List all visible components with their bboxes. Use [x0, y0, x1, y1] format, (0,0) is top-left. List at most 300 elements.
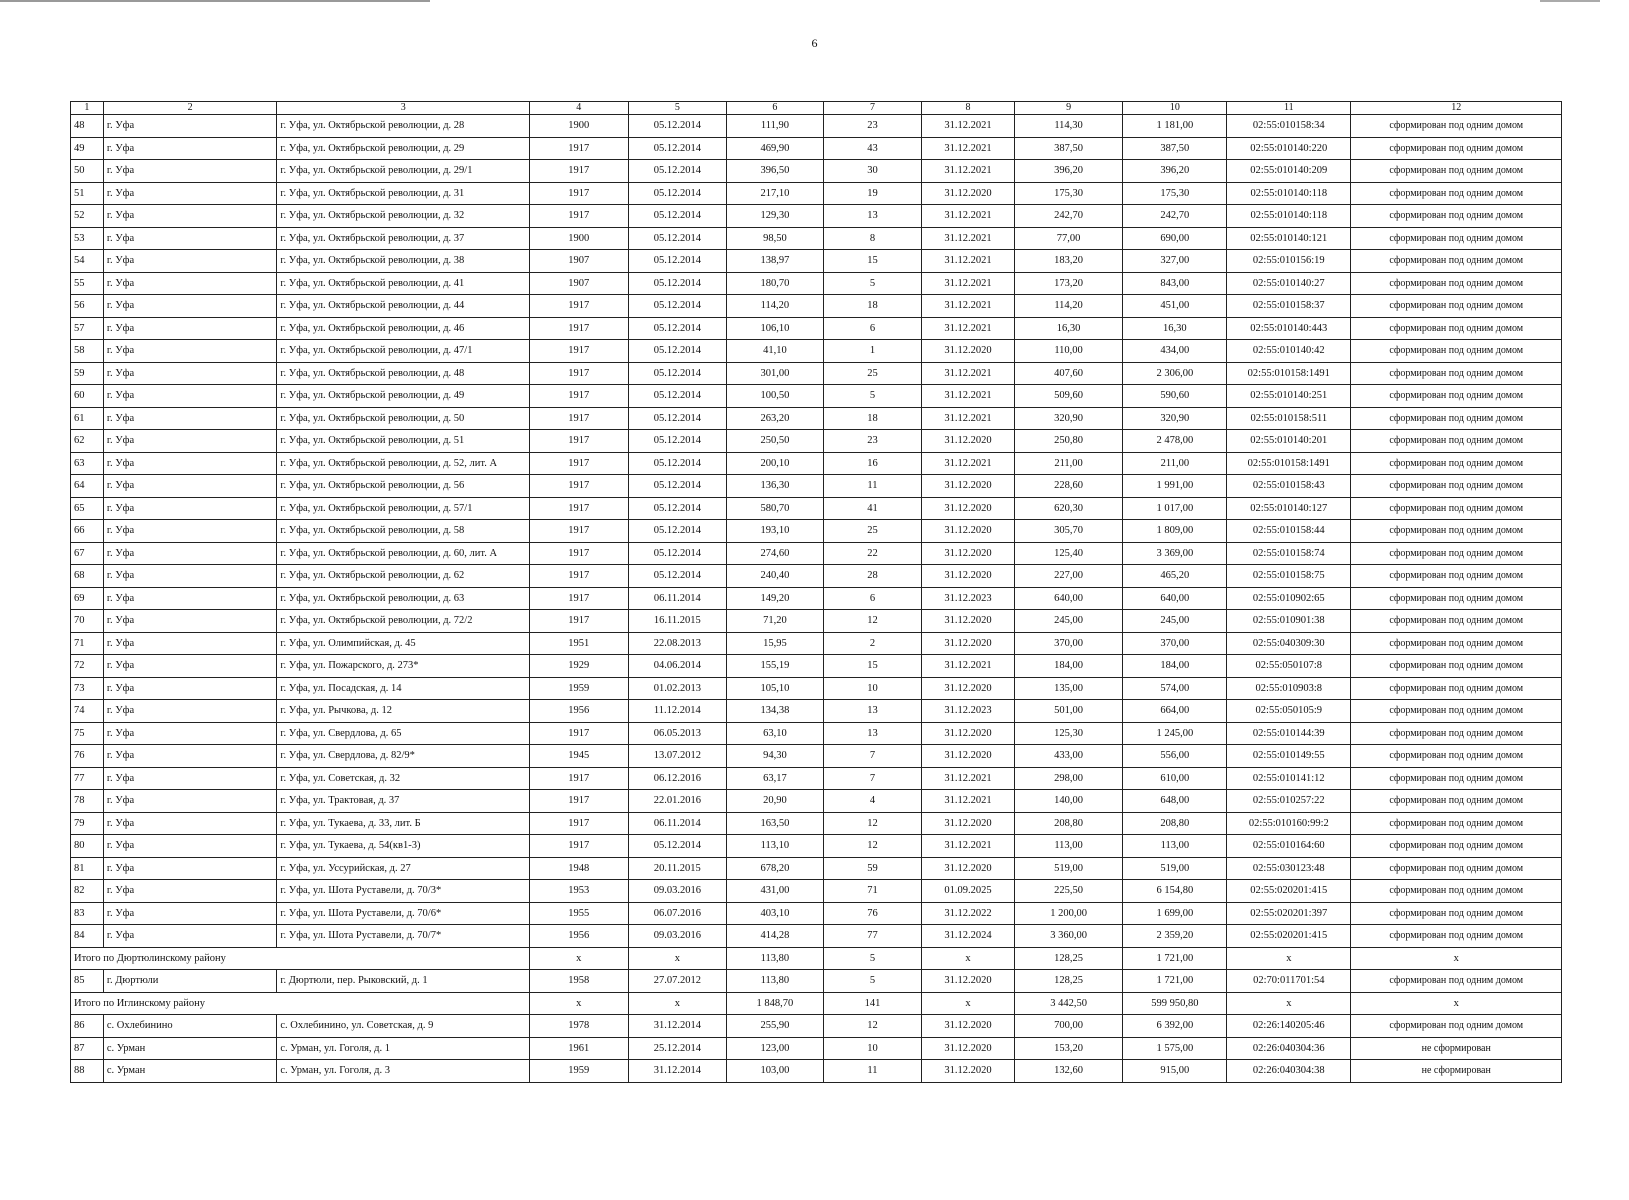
table-cell: 5 [823, 385, 922, 408]
table-cell: 250,50 [727, 430, 824, 453]
table-cell: 18 [823, 407, 922, 430]
table-cell: 200,10 [727, 452, 824, 475]
table-cell: 1945 [529, 745, 628, 768]
table-cell: 55 [71, 272, 104, 295]
table-cell: 1 699,00 [1123, 902, 1227, 925]
table-cell: 1951 [529, 632, 628, 655]
table-cell: 7 [823, 767, 922, 790]
table-cell: 6 392,00 [1123, 1015, 1227, 1038]
table-cell: г. Уфа [103, 902, 277, 925]
table-cell: 05.12.2014 [628, 385, 727, 408]
table-cell: 12 [823, 812, 922, 835]
table-cell: г. Уфа, ул. Октябрьской революции, д. 63 [277, 587, 530, 610]
table-cell: 114,20 [1014, 295, 1123, 318]
table-cell: 1917 [529, 407, 628, 430]
table-row [71, 970, 1562, 993]
table-cell: 135,00 [1014, 677, 1123, 700]
table-cell: 02:55:010901:38 [1227, 610, 1351, 633]
table-cell: с. Охлебинино, ул. Советская, д. 9 [277, 1015, 530, 1038]
table-cell: сформирован под одним домом [1351, 790, 1562, 813]
page-number: 6 [811, 36, 818, 50]
table-cell: 63 [71, 452, 104, 475]
table-cell: 1929 [529, 655, 628, 678]
table-cell: 11 [823, 1060, 922, 1083]
table-cell: 301,00 [727, 362, 824, 385]
table-cell: 86 [71, 1015, 104, 1038]
table-cell: 77 [71, 767, 104, 790]
table-cell: 1917 [529, 137, 628, 160]
table-cell: сформирован под одним домом [1351, 137, 1562, 160]
table-cell: 31.12.2020 [922, 677, 1014, 700]
table-cell: 02:55:010902:65 [1227, 587, 1351, 610]
table-row [71, 1015, 1562, 1038]
table-cell: 31.12.2021 [922, 295, 1014, 318]
column-header: 7 [823, 102, 922, 115]
table-cell: 02:55:010158:511 [1227, 407, 1351, 430]
table-cell: 1917 [529, 295, 628, 318]
table-cell: г. Уфа [103, 835, 277, 858]
table-cell: 175,30 [1014, 182, 1123, 205]
table-cell: 648,00 [1123, 790, 1227, 813]
table-cell: 02:55:010158:34 [1227, 115, 1351, 138]
table-cell: сформирован под одним домом [1351, 497, 1562, 520]
table-cell: 31.12.2020 [922, 182, 1014, 205]
table-cell: 06.11.2014 [628, 812, 727, 835]
table-cell: 208,80 [1123, 812, 1227, 835]
table-cell: 10 [823, 1037, 922, 1060]
table-cell: 1 181,00 [1123, 115, 1227, 138]
table-cell: 31.12.2020 [922, 970, 1014, 993]
table-cell: 57 [71, 317, 104, 340]
table-cell: 02:55:010140:443 [1227, 317, 1351, 340]
table-cell: г. Уфа, ул. Трактовая, д. 37 [277, 790, 530, 813]
table-cell: 1917 [529, 182, 628, 205]
table-cell: г. Уфа [103, 857, 277, 880]
table-row [71, 835, 1562, 858]
table-cell: 1961 [529, 1037, 628, 1060]
table-cell: 31.12.2021 [922, 317, 1014, 340]
table-cell: сформирован под одним домом [1351, 880, 1562, 903]
table-row [71, 475, 1562, 498]
table-cell: г. Уфа [103, 587, 277, 610]
subtotal-cell: x [922, 992, 1014, 1015]
table-cell: 193,10 [727, 520, 824, 543]
table-cell: сформирован под одним домом [1351, 565, 1562, 588]
table-cell: 41 [823, 497, 922, 520]
table-cell: сформирован под одним домом [1351, 430, 1562, 453]
table-cell: 1959 [529, 1060, 628, 1083]
table-cell: 65 [71, 497, 104, 520]
table-cell: г. Уфа [103, 610, 277, 633]
table-cell: 113,10 [727, 835, 824, 858]
table-cell: 128,25 [1014, 970, 1123, 993]
table-cell: сформирован под одним домом [1351, 925, 1562, 948]
table-cell: г. Уфа, ул. Октябрьской революции, д. 57/1 [277, 497, 530, 520]
subtotal-cell: x [1227, 947, 1351, 970]
table-cell: г. Уфа, ул. Октябрьской революции, д. 46 [277, 317, 530, 340]
table-cell: 140,00 [1014, 790, 1123, 813]
table-cell: 1 245,00 [1123, 722, 1227, 745]
table-cell: г. Уфа, ул. Октябрьской революции, д. 29/1 [277, 160, 530, 183]
table-cell: 69 [71, 587, 104, 610]
table-row [71, 880, 1562, 903]
table-cell: с. Урман [103, 1060, 277, 1083]
table-cell: с. Урман [103, 1037, 277, 1060]
table-cell: 1 [823, 340, 922, 363]
table-cell: 700,00 [1014, 1015, 1123, 1038]
table-cell: 15 [823, 250, 922, 273]
table-cell: 1917 [529, 340, 628, 363]
table-cell: сформирован под одним домом [1351, 722, 1562, 745]
table-cell: 305,70 [1014, 520, 1123, 543]
table-cell: 574,00 [1123, 677, 1227, 700]
table-cell: 31.12.2020 [922, 497, 1014, 520]
table-cell: 20.11.2015 [628, 857, 727, 880]
table-cell: г. Уфа, ул. Октябрьской революции, д. 38 [277, 250, 530, 273]
table-cell: сформирован под одним домом [1351, 317, 1562, 340]
table-cell: 387,50 [1014, 137, 1123, 160]
table-cell: 02:55:020201:397 [1227, 902, 1351, 925]
table-cell: 31.12.2020 [922, 542, 1014, 565]
table-cell: 31.12.2020 [922, 632, 1014, 655]
table-cell: 02:70:011701:54 [1227, 970, 1351, 993]
table-cell: 70 [71, 610, 104, 633]
table-cell: 100,50 [727, 385, 824, 408]
table-cell: 31.12.2021 [922, 407, 1014, 430]
table-cell: 74 [71, 700, 104, 723]
table-cell: 23 [823, 115, 922, 138]
table-cell: 16,30 [1123, 317, 1227, 340]
table-cell: 31.12.2021 [922, 362, 1014, 385]
table-body [71, 115, 1562, 1083]
table-row [71, 587, 1562, 610]
table-cell: 05.12.2014 [628, 475, 727, 498]
table-cell: 71 [71, 632, 104, 655]
table-cell: 04.06.2014 [628, 655, 727, 678]
table-row [71, 655, 1562, 678]
table-cell: 31.12.2020 [922, 565, 1014, 588]
table-cell: 125,30 [1014, 722, 1123, 745]
table-cell: 31.12.2020 [922, 340, 1014, 363]
table-cell: 1958 [529, 970, 628, 993]
table-cell: сформирован под одним домом [1351, 812, 1562, 835]
table-cell: 71 [823, 880, 922, 903]
table-cell: 02:55:010158:1491 [1227, 362, 1351, 385]
table-cell: г. Уфа [103, 362, 277, 385]
table-cell: 05.12.2014 [628, 295, 727, 318]
table-cell: 175,30 [1123, 182, 1227, 205]
table-cell: г. Уфа [103, 677, 277, 700]
table-cell: г. Уфа [103, 295, 277, 318]
table-cell: 80 [71, 835, 104, 858]
table-row [71, 385, 1562, 408]
table-cell: 31.12.2021 [922, 227, 1014, 250]
subtotal-cell: 599 950,80 [1123, 992, 1227, 1015]
table-cell: г. Уфа, ул. Октябрьской революции, д. 60, лит. А [277, 542, 530, 565]
table-cell: 64 [71, 475, 104, 498]
table-cell: 31.12.2021 [922, 790, 1014, 813]
table-cell: 274,60 [727, 542, 824, 565]
table-cell: 1917 [529, 205, 628, 228]
table-row [71, 902, 1562, 925]
table-cell: 68 [71, 565, 104, 588]
table-cell: г. Уфа [103, 385, 277, 408]
table-cell: 02:55:010144:39 [1227, 722, 1351, 745]
table-cell: сформирован под одним домом [1351, 835, 1562, 858]
table-cell: 22.01.2016 [628, 790, 727, 813]
table-cell: 13.07.2012 [628, 745, 727, 768]
table-cell: 1 721,00 [1123, 970, 1227, 993]
table-cell: 84 [71, 925, 104, 948]
table-cell: г. Уфа [103, 475, 277, 498]
table-cell: 02:26:140205:46 [1227, 1015, 1351, 1038]
table-cell: сформирован под одним домом [1351, 452, 1562, 475]
table-cell: г. Уфа, ул. Октябрьской революции, д. 52, лит. А [277, 452, 530, 475]
table-cell: 05.12.2014 [628, 182, 727, 205]
table-cell: 02:26:040304:36 [1227, 1037, 1351, 1060]
table-cell: 25 [823, 520, 922, 543]
table-cell: г. Уфа [103, 497, 277, 520]
table-cell: 4 [823, 790, 922, 813]
table-cell: 255,90 [727, 1015, 824, 1038]
table-cell: 1907 [529, 250, 628, 273]
table-cell: 1917 [529, 835, 628, 858]
table-row [71, 497, 1562, 520]
table-cell: 320,90 [1014, 407, 1123, 430]
table-cell: 370,00 [1123, 632, 1227, 655]
table-cell: 1955 [529, 902, 628, 925]
table-row [71, 1060, 1562, 1083]
subtotal-label: Итого по Дюртюлинскому району [71, 947, 530, 970]
table-cell: г. Уфа, ул. Октябрьской революции, д. 37 [277, 227, 530, 250]
table-cell: 02:55:020201:415 [1227, 880, 1351, 903]
table-cell: 125,40 [1014, 542, 1123, 565]
table-row [71, 115, 1562, 138]
table-cell: 31.12.2020 [922, 610, 1014, 633]
table-cell: г. Уфа [103, 317, 277, 340]
table-cell: г. Уфа, ул. Шота Руставели, д. 70/6* [277, 902, 530, 925]
table-cell: г. Уфа, ул. Октябрьской революции, д. 62 [277, 565, 530, 588]
table-cell: 1907 [529, 272, 628, 295]
table-cell: г. Уфа, ул. Пожарского, д. 273* [277, 655, 530, 678]
table-cell: 620,30 [1014, 497, 1123, 520]
table-cell: 05.12.2014 [628, 430, 727, 453]
table-cell: г. Уфа [103, 722, 277, 745]
table-cell: 31.12.2021 [922, 205, 1014, 228]
table-cell: г. Уфа, ул. Октябрьской революции, д. 48 [277, 362, 530, 385]
table-row [71, 340, 1562, 363]
table-cell: г. Уфа [103, 565, 277, 588]
table-cell: 8 [823, 227, 922, 250]
table-row [71, 677, 1562, 700]
table-cell: 610,00 [1123, 767, 1227, 790]
column-header: 3 [277, 102, 530, 115]
table-cell: г. Уфа [103, 925, 277, 948]
table-cell: г. Уфа [103, 115, 277, 138]
table-cell: г. Уфа, ул. Октябрьской революции, д. 56 [277, 475, 530, 498]
table-cell: 11.12.2014 [628, 700, 727, 723]
table-cell: 465,20 [1123, 565, 1227, 588]
table-row [71, 362, 1562, 385]
table-cell: 31.12.2021 [922, 160, 1014, 183]
subtotal-row [71, 947, 1562, 970]
table-cell: 7 [823, 745, 922, 768]
table-cell: 180,70 [727, 272, 824, 295]
table-cell: 245,00 [1123, 610, 1227, 633]
table-cell: 184,00 [1014, 655, 1123, 678]
table-cell: 519,00 [1014, 857, 1123, 880]
table-row [71, 430, 1562, 453]
table-cell: 51 [71, 182, 104, 205]
table-cell: сформирован под одним домом [1351, 767, 1562, 790]
table-cell: г. Уфа, ул. Октябрьской революции, д. 49 [277, 385, 530, 408]
column-header: 12 [1351, 102, 1562, 115]
table-cell: с. Урман, ул. Гоголя, д. 3 [277, 1060, 530, 1083]
table-cell: 370,00 [1014, 632, 1123, 655]
table-cell: 02:55:010140:127 [1227, 497, 1351, 520]
table-row [71, 722, 1562, 745]
table-row [71, 925, 1562, 948]
table-cell: 31.12.2020 [922, 430, 1014, 453]
table-cell: 1917 [529, 610, 628, 633]
table-cell: 31.12.2021 [922, 385, 1014, 408]
table-cell: 23 [823, 430, 922, 453]
subtotal-cell: 113,80 [727, 947, 824, 970]
table-cell: 05.12.2014 [628, 227, 727, 250]
table-cell: 66 [71, 520, 104, 543]
table-cell: 2 478,00 [1123, 430, 1227, 453]
subtotal-cell: x [628, 992, 727, 1015]
table-row [71, 700, 1562, 723]
table-cell: г. Уфа [103, 430, 277, 453]
table-cell: 28 [823, 565, 922, 588]
table-cell: 1956 [529, 700, 628, 723]
subtotal-cell: x [529, 947, 628, 970]
table-cell: 58 [71, 340, 104, 363]
table-row [71, 857, 1562, 880]
table-cell: 09.03.2016 [628, 925, 727, 948]
table-row [71, 542, 1562, 565]
table-cell: 31.12.2020 [922, 475, 1014, 498]
table-cell: сформирован под одним домом [1351, 272, 1562, 295]
table-cell: 79 [71, 812, 104, 835]
table-cell: 227,00 [1014, 565, 1123, 588]
table-cell: 250,80 [1014, 430, 1123, 453]
table-cell: 31.12.2020 [922, 745, 1014, 768]
table-cell: 1917 [529, 362, 628, 385]
table-cell: 31.12.2021 [922, 452, 1014, 475]
subtotal-cell: 1 721,00 [1123, 947, 1227, 970]
table-cell: 387,50 [1123, 137, 1227, 160]
table-cell: сформирован под одним домом [1351, 407, 1562, 430]
subtotal-row [71, 992, 1562, 1015]
table-cell: 843,00 [1123, 272, 1227, 295]
table-cell: сформирован под одним домом [1351, 632, 1562, 655]
table-cell: 103,00 [727, 1060, 824, 1083]
table-cell: 48 [71, 115, 104, 138]
table-cell: 1917 [529, 767, 628, 790]
housing-register-table [70, 101, 1562, 1083]
subtotal-cell: x [1351, 947, 1562, 970]
table-cell: 208,80 [1014, 812, 1123, 835]
subtotal-cell: 128,25 [1014, 947, 1123, 970]
table-cell: 298,00 [1014, 767, 1123, 790]
table-cell: 225,50 [1014, 880, 1123, 903]
table-cell: с. Урман, ул. Гоголя, д. 1 [277, 1037, 530, 1060]
table-cell: 396,50 [727, 160, 824, 183]
table-cell: г. Уфа [103, 340, 277, 363]
table-cell: 12 [823, 610, 922, 633]
table-cell: 129,30 [727, 205, 824, 228]
table-cell: 05.12.2014 [628, 137, 727, 160]
table-cell: 451,00 [1123, 295, 1227, 318]
table-cell: 83 [71, 902, 104, 925]
table-cell: 433,00 [1014, 745, 1123, 768]
table-cell: г. Уфа, ул. Октябрьской революции, д. 28 [277, 115, 530, 138]
table-cell: 01.02.2013 [628, 677, 727, 700]
table-cell: 05.12.2014 [628, 497, 727, 520]
table-cell: 05.12.2014 [628, 115, 727, 138]
table-cell: 31.12.2022 [922, 902, 1014, 925]
table-cell: 02:55:050105:9 [1227, 700, 1351, 723]
table-cell: 01.09.2025 [922, 880, 1014, 903]
table-row [71, 227, 1562, 250]
subtotal-cell: 5 [823, 947, 922, 970]
table-row [71, 250, 1562, 273]
subtotal-cell: x [1227, 992, 1351, 1015]
table-cell: 02:55:040309:30 [1227, 632, 1351, 655]
table-cell: г. Уфа, ул. Олимпийская, д. 45 [277, 632, 530, 655]
table-cell: 640,00 [1123, 587, 1227, 610]
table-cell: сформирован под одним домом [1351, 1015, 1562, 1038]
table-cell: 16 [823, 452, 922, 475]
table-cell: 1917 [529, 587, 628, 610]
table-cell: 63,10 [727, 722, 824, 745]
table-cell: 149,20 [727, 587, 824, 610]
table-cell: г. Уфа [103, 632, 277, 655]
table-cell: 05.12.2014 [628, 835, 727, 858]
table-cell: 690,00 [1123, 227, 1227, 250]
table-cell: 31.12.2014 [628, 1060, 727, 1083]
table-cell: 53 [71, 227, 104, 250]
table-cell: 31.12.2020 [922, 1060, 1014, 1083]
table-cell: г. Уфа [103, 182, 277, 205]
table-cell: 05.12.2014 [628, 362, 727, 385]
table-cell: 106,10 [727, 317, 824, 340]
table-cell: г. Уфа [103, 407, 277, 430]
table-cell: сформирован под одним домом [1351, 970, 1562, 993]
table-cell: г. Уфа [103, 880, 277, 903]
table-cell: 06.05.2013 [628, 722, 727, 745]
table-cell: 6 [823, 587, 922, 610]
table-cell: 2 [823, 632, 922, 655]
table-row [71, 452, 1562, 475]
table-cell: 211,00 [1123, 452, 1227, 475]
table-cell: 77,00 [1014, 227, 1123, 250]
table-cell: г. Уфа [103, 205, 277, 228]
table-cell: 25.12.2014 [628, 1037, 727, 1060]
table-cell: 05.12.2014 [628, 317, 727, 340]
table-cell: сформирован под одним домом [1351, 385, 1562, 408]
table-cell: 1917 [529, 722, 628, 745]
table-cell: 519,00 [1123, 857, 1227, 880]
table-row [71, 137, 1562, 160]
column-header: 6 [727, 102, 824, 115]
table-cell: 1917 [529, 475, 628, 498]
table-cell: 3 369,00 [1123, 542, 1227, 565]
table-cell: 19 [823, 182, 922, 205]
table-cell: 02:55:010149:55 [1227, 745, 1351, 768]
